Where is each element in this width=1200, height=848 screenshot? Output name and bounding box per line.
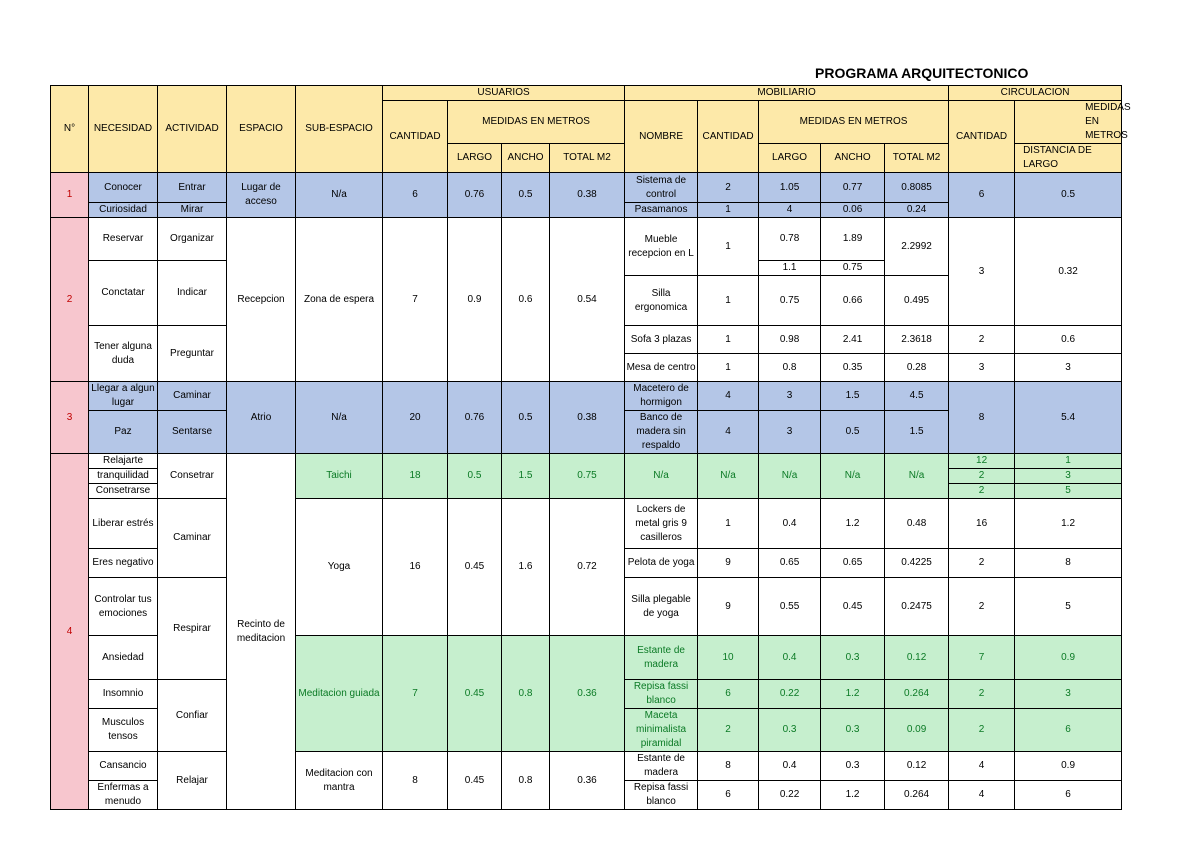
header-usuarios-ancho: ANCHO xyxy=(502,144,550,173)
mobiliario-cantidad-cell: 1 xyxy=(698,499,759,549)
circ-distancia-cell: 5 xyxy=(1015,484,1122,499)
mobiliario-nombre-cell: Macetero de hormigon xyxy=(625,382,698,411)
circ-distancia-cell: 6 xyxy=(1015,709,1122,752)
necesidad-cell: Conctatar xyxy=(89,261,158,326)
usuarios-ancho-cell: 0.6 xyxy=(502,218,550,382)
mobiliario-nombre-cell: Maceta minimalista piramidal xyxy=(625,709,698,752)
mobiliario-nombre-cell: Silla ergonomica xyxy=(625,276,698,326)
mobiliario-nombre-cell: Estante de madera xyxy=(625,752,698,781)
program-table-wrapper xyxy=(50,85,1131,807)
header-mobiliario-largo: LARGO xyxy=(759,144,821,173)
actividad-cell: Indicar xyxy=(158,261,227,326)
usuarios-ancho-cell: 1.6 xyxy=(502,499,550,636)
necesidad-cell: Reservar xyxy=(89,218,158,261)
circ-distancia-cell: 3 xyxy=(1015,354,1122,382)
mobiliario-nombre-cell: Silla plegable de yoga xyxy=(625,578,698,636)
usuarios-total-cell: 0.38 xyxy=(550,382,625,454)
circ-cantidad-cell: 4 xyxy=(949,781,1015,810)
mobiliario-ancho-cell: 2.41 xyxy=(821,326,885,354)
mobiliario-largo-cell: 1.05 xyxy=(759,173,821,203)
usuarios-ancho-cell: 1.5 xyxy=(502,454,550,499)
header-circ-medidas: MEDIDAS EN METROS xyxy=(1015,101,1122,144)
subespacio-cell: N/a xyxy=(296,382,383,454)
actividad-cell: Confiar xyxy=(158,680,227,752)
actividad-cell: Consetrar xyxy=(158,454,227,499)
necesidad-cell: tranquilidad xyxy=(89,469,158,484)
necesidad-cell: Conocer xyxy=(89,173,158,203)
mobiliario-total-cell: 0.264 xyxy=(885,781,949,810)
circ-cantidad-cell: 3 xyxy=(949,354,1015,382)
header-num: N° xyxy=(51,86,89,173)
circ-cantidad-cell: 16 xyxy=(949,499,1015,549)
actividad-cell: Respirar xyxy=(158,578,227,680)
header-usuarios-largo: LARGO xyxy=(448,144,502,173)
mobiliario-cantidad-cell: 8 xyxy=(698,752,759,781)
circ-distancia-cell: 3 xyxy=(1015,469,1122,484)
actividad-cell: Organizar xyxy=(158,218,227,261)
usuarios-total-cell: 0.75 xyxy=(550,454,625,499)
necesidad-cell: Paz xyxy=(89,411,158,454)
necesidad-cell: Tener alguna duda xyxy=(89,326,158,382)
mobiliario-nombre-cell: Pelota de yoga xyxy=(625,549,698,578)
mobiliario-largo-cell: N/a xyxy=(759,454,821,499)
mobiliario-cantidad-cell: 9 xyxy=(698,549,759,578)
mobiliario-total-cell: 2.2992 xyxy=(885,218,949,276)
usuarios-cantidad-cell: 16 xyxy=(383,499,448,636)
circ-distancia-cell: 3 xyxy=(1015,680,1122,709)
circ-cantidad-cell: 2 xyxy=(949,484,1015,499)
mobiliario-cantidad-cell: 2 xyxy=(698,173,759,203)
program-table xyxy=(50,85,1131,810)
necesidad-cell: Curiosidad xyxy=(89,203,158,218)
actividad-cell: Preguntar xyxy=(158,326,227,382)
usuarios-cantidad-cell: 18 xyxy=(383,454,448,499)
header-circ-distancia: DISTANCIA DE LARGO xyxy=(1015,144,1122,173)
row-number: 1 xyxy=(51,173,89,218)
necesidad-cell: Consetrarse xyxy=(89,484,158,499)
subespacio-cell: Taichi xyxy=(296,454,383,499)
mobiliario-ancho-cell: 0.06 xyxy=(821,203,885,218)
necesidad-cell: Ansiedad xyxy=(89,636,158,680)
mobiliario-cantidad-cell: 4 xyxy=(698,382,759,411)
row-number: 4 xyxy=(51,454,89,810)
usuarios-largo-cell: 0.45 xyxy=(448,752,502,810)
mobiliario-total-cell: 0.12 xyxy=(885,752,949,781)
mobiliario-ancho-cell: 0.35 xyxy=(821,354,885,382)
mobiliario-largo-cell: 0.55 xyxy=(759,578,821,636)
mobiliario-nombre-cell: Lockers de metal gris 9 casilleros xyxy=(625,499,698,549)
circ-distancia-cell: 5 xyxy=(1015,578,1122,636)
circ-cantidad-cell: 2 xyxy=(949,326,1015,354)
mobiliario-nombre-cell: Banco de madera sin respaldo xyxy=(625,411,698,454)
espacio-cell: Recepcion xyxy=(227,218,296,382)
circ-cantidad-cell: 6 xyxy=(949,173,1015,218)
circ-distancia-cell: 1 xyxy=(1015,454,1122,469)
mobiliario-largo-cell: 4 xyxy=(759,203,821,218)
page-title: PROGRAMA ARQUITECTONICO xyxy=(815,65,1029,81)
espacio-cell: Recinto de meditacion xyxy=(227,454,296,810)
mobiliario-nombre-cell: N/a xyxy=(625,454,698,499)
actividad-cell: Caminar xyxy=(158,382,227,411)
header-espacio: ESPACIO xyxy=(227,86,296,173)
circ-distancia-cell: 1.2 xyxy=(1015,499,1122,549)
header-usuarios-total: TOTAL M2 xyxy=(550,144,625,173)
mobiliario-total-cell: 0.12 xyxy=(885,636,949,680)
mobiliario-cantidad-cell: 4 xyxy=(698,411,759,454)
circ-cantidad-cell: 2 xyxy=(949,709,1015,752)
mobiliario-ancho-cell: 0.75 xyxy=(821,261,885,276)
mobiliario-ancho-cell: 1.5 xyxy=(821,382,885,411)
circ-distancia-cell: 8 xyxy=(1015,549,1122,578)
circ-distancia-cell: 0.9 xyxy=(1015,636,1122,680)
mobiliario-ancho-cell: 0.66 xyxy=(821,276,885,326)
mobiliario-total-cell: 0.264 xyxy=(885,680,949,709)
mobiliario-largo-cell: 3 xyxy=(759,382,821,411)
mobiliario-total-cell: N/a xyxy=(885,454,949,499)
circ-cantidad-cell: 7 xyxy=(949,636,1015,680)
circ-cantidad-cell: 2 xyxy=(949,680,1015,709)
mobiliario-ancho-cell: 1.2 xyxy=(821,781,885,810)
usuarios-cantidad-cell: 7 xyxy=(383,636,448,752)
actividad-cell: Caminar xyxy=(158,499,227,578)
actividad-cell: Mirar xyxy=(158,203,227,218)
usuarios-largo-cell: 0.76 xyxy=(448,173,502,218)
header-subespacio: SUB-ESPACIO xyxy=(296,86,383,173)
usuarios-total-cell: 0.54 xyxy=(550,218,625,382)
mobiliario-largo-cell: 0.98 xyxy=(759,326,821,354)
header-mobiliario: MOBILIARIO xyxy=(625,86,949,101)
necesidad-cell: Cansancio xyxy=(89,752,158,781)
mobiliario-ancho-cell: 1.2 xyxy=(821,499,885,549)
mobiliario-cantidad-cell: 6 xyxy=(698,680,759,709)
usuarios-total-cell: 0.72 xyxy=(550,499,625,636)
actividad-cell: Entrar xyxy=(158,173,227,203)
mobiliario-largo-cell: 3 xyxy=(759,411,821,454)
usuarios-cantidad-cell: 20 xyxy=(383,382,448,454)
necesidad-cell: Musculos tensos xyxy=(89,709,158,752)
usuarios-total-cell: 0.36 xyxy=(550,636,625,752)
usuarios-cantidad-cell: 7 xyxy=(383,218,448,382)
header-mobiliario-medidas: MEDIDAS EN METROS xyxy=(759,101,949,144)
header-necesidad: NECESIDAD xyxy=(89,86,158,173)
mobiliario-largo-cell: 0.22 xyxy=(759,781,821,810)
mobiliario-ancho-cell: 1.2 xyxy=(821,680,885,709)
mobiliario-cantidad-cell: 1 xyxy=(698,218,759,276)
mobiliario-cantidad-cell: 6 xyxy=(698,781,759,810)
circ-distancia-cell: 0.5 xyxy=(1015,173,1122,218)
mobiliario-largo-cell: 0.78 xyxy=(759,218,821,261)
usuarios-cantidad-cell: 6 xyxy=(383,173,448,218)
circ-cantidad-cell: 8 xyxy=(949,382,1015,454)
mobiliario-ancho-cell: N/a xyxy=(821,454,885,499)
mobiliario-total-cell: 0.48 xyxy=(885,499,949,549)
necesidad-cell: Eres negativo xyxy=(89,549,158,578)
actividad-cell: Sentarse xyxy=(158,411,227,454)
mobiliario-total-cell: 4.5 xyxy=(885,382,949,411)
mobiliario-total-cell: 0.495 xyxy=(885,276,949,326)
mobiliario-ancho-cell: 0.65 xyxy=(821,549,885,578)
espacio-cell: Lugar de acceso xyxy=(227,173,296,218)
mobiliario-total-cell: 0.28 xyxy=(885,354,949,382)
usuarios-largo-cell: 0.45 xyxy=(448,636,502,752)
mobiliario-ancho-cell: 0.3 xyxy=(821,709,885,752)
mobiliario-cantidad-cell: 1 xyxy=(698,354,759,382)
mobiliario-total-cell: 0.8085 xyxy=(885,173,949,203)
mobiliario-largo-cell: 0.22 xyxy=(759,680,821,709)
circ-distancia-cell: 5.4 xyxy=(1015,382,1122,454)
mobiliario-nombre-cell: Repisa fassi blanco xyxy=(625,781,698,810)
usuarios-ancho-cell: 0.5 xyxy=(502,173,550,218)
header-usuarios: USUARIOS xyxy=(383,86,625,101)
usuarios-cantidad-cell: 8 xyxy=(383,752,448,810)
mobiliario-cantidad-cell: 1 xyxy=(698,326,759,354)
mobiliario-cantidad-cell: N/a xyxy=(698,454,759,499)
circ-cantidad-cell: 2 xyxy=(949,469,1015,484)
mobiliario-ancho-cell: 0.45 xyxy=(821,578,885,636)
usuarios-largo-cell: 0.45 xyxy=(448,499,502,636)
mobiliario-ancho-cell: 1.89 xyxy=(821,218,885,261)
usuarios-ancho-cell: 0.5 xyxy=(502,382,550,454)
header-mobiliario-nombre: NOMBRE xyxy=(625,101,698,173)
subespacio-cell: Zona de espera xyxy=(296,218,383,382)
mobiliario-largo-cell: 0.8 xyxy=(759,354,821,382)
necesidad-cell: Relajarte xyxy=(89,454,158,469)
mobiliario-ancho-cell: 0.3 xyxy=(821,636,885,680)
circ-distancia-cell: 6 xyxy=(1015,781,1122,810)
actividad-cell: Relajar xyxy=(158,752,227,810)
mobiliario-largo-cell: 0.4 xyxy=(759,499,821,549)
mobiliario-total-cell: 2.3618 xyxy=(885,326,949,354)
mobiliario-nombre-cell: Repisa fassi blanco xyxy=(625,680,698,709)
necesidad-cell: Controlar tus emociones xyxy=(89,578,158,636)
mobiliario-cantidad-cell: 1 xyxy=(698,203,759,218)
usuarios-largo-cell: 0.76 xyxy=(448,382,502,454)
mobiliario-total-cell: 1.5 xyxy=(885,411,949,454)
usuarios-largo-cell: 0.5 xyxy=(448,454,502,499)
mobiliario-largo-cell: 0.4 xyxy=(759,752,821,781)
row-number: 2 xyxy=(51,218,89,382)
mobiliario-largo-cell: 0.75 xyxy=(759,276,821,326)
circ-cantidad-cell: 3 xyxy=(949,218,1015,326)
circ-cantidad-cell: 4 xyxy=(949,752,1015,781)
row-number: 3 xyxy=(51,382,89,454)
mobiliario-nombre-cell: Sofa 3 plazas xyxy=(625,326,698,354)
subespacio-cell: N/a xyxy=(296,173,383,218)
mobiliario-largo-cell: 1.1 xyxy=(759,261,821,276)
mobiliario-nombre-cell: Sistema de control xyxy=(625,173,698,203)
mobiliario-ancho-cell: 0.77 xyxy=(821,173,885,203)
subespacio-cell: Meditacion con mantra xyxy=(296,752,383,810)
circ-distancia-cell: 0.9 xyxy=(1015,752,1122,781)
mobiliario-largo-cell: 0.4 xyxy=(759,636,821,680)
header-circulacion: CIRCULACION xyxy=(949,86,1122,101)
mobiliario-ancho-cell: 0.3 xyxy=(821,752,885,781)
mobiliario-nombre-cell: Mueble recepcion en L xyxy=(625,218,698,276)
mobiliario-cantidad-cell: 1 xyxy=(698,276,759,326)
mobiliario-ancho-cell: 0.5 xyxy=(821,411,885,454)
espacio-cell: Atrio xyxy=(227,382,296,454)
circ-cantidad-cell: 2 xyxy=(949,578,1015,636)
mobiliario-cantidad-cell: 10 xyxy=(698,636,759,680)
circ-distancia-cell: 0.6 xyxy=(1015,326,1122,354)
header-usuarios-cantidad: CANTIDAD xyxy=(383,101,448,173)
header-mobiliario-cantidad: CANTIDAD xyxy=(698,101,759,173)
header-usuarios-medidas: MEDIDAS EN METROS xyxy=(448,101,625,144)
usuarios-ancho-cell: 0.8 xyxy=(502,752,550,810)
mobiliario-largo-cell: 0.65 xyxy=(759,549,821,578)
subespacio-cell: Yoga xyxy=(296,499,383,636)
mobiliario-cantidad-cell: 9 xyxy=(698,578,759,636)
usuarios-largo-cell: 0.9 xyxy=(448,218,502,382)
mobiliario-nombre-cell: Estante de madera xyxy=(625,636,698,680)
header-circ-cantidad: CANTIDAD xyxy=(949,101,1015,173)
header-mobiliario-total: TOTAL M2 xyxy=(885,144,949,173)
necesidad-cell: Insomnio xyxy=(89,680,158,709)
usuarios-ancho-cell: 0.8 xyxy=(502,636,550,752)
circ-cantidad-cell: 12 xyxy=(949,454,1015,469)
header-mobiliario-ancho: ANCHO xyxy=(821,144,885,173)
usuarios-total-cell: 0.36 xyxy=(550,752,625,810)
mobiliario-nombre-cell: Pasamanos xyxy=(625,203,698,218)
mobiliario-total-cell: 0.4225 xyxy=(885,549,949,578)
mobiliario-largo-cell: 0.3 xyxy=(759,709,821,752)
mobiliario-total-cell: 0.09 xyxy=(885,709,949,752)
necesidad-cell: Liberar estrés xyxy=(89,499,158,549)
mobiliario-total-cell: 0.24 xyxy=(885,203,949,218)
header-actividad: ACTIVIDAD xyxy=(158,86,227,173)
necesidad-cell: Enfermas a menudo xyxy=(89,781,158,810)
circ-distancia-cell: 0.32 xyxy=(1015,218,1122,326)
necesidad-cell: Llegar a algun lugar xyxy=(89,382,158,411)
mobiliario-nombre-cell: Mesa de centro xyxy=(625,354,698,382)
mobiliario-cantidad-cell: 2 xyxy=(698,709,759,752)
usuarios-total-cell: 0.38 xyxy=(550,173,625,218)
subespacio-cell: Meditacion guiada xyxy=(296,636,383,752)
circ-cantidad-cell: 2 xyxy=(949,549,1015,578)
mobiliario-total-cell: 0.2475 xyxy=(885,578,949,636)
